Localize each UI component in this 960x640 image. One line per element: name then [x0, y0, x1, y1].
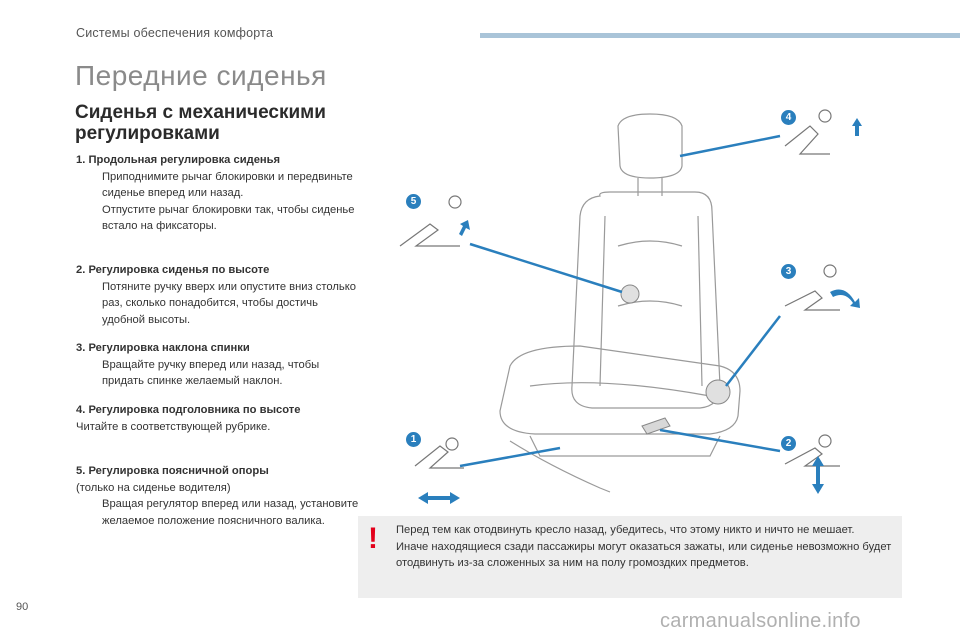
badge-4: 4: [781, 110, 796, 125]
item-backrest: [76, 340, 361, 390]
badge-3: 3: [781, 264, 796, 279]
bullet: [76, 357, 361, 390]
inset-3-head: [824, 265, 836, 277]
badge-2: 2: [781, 436, 796, 451]
callout-line-4: [680, 136, 780, 156]
badge-5: 5: [406, 194, 421, 209]
callout-line-5: [470, 244, 622, 292]
item-lumbar: [76, 463, 361, 529]
arrow-5-lumbar: [459, 220, 470, 236]
inset-5-head: [449, 196, 461, 208]
inset-2-seat: [785, 448, 840, 466]
item-text: (только на сиденье водителя): [76, 481, 231, 494]
inset-5-seat: [400, 224, 460, 246]
seat-illustration: [360, 96, 880, 506]
watermark: carmanualsonline.info: [660, 610, 861, 632]
badge-1: 1: [406, 432, 421, 447]
inset-4-seat: [785, 126, 830, 154]
bullet-text: Приподнимите рычаг блокировки и передвиньте сиденье вперед или назад.: [102, 170, 353, 199]
bullet: [76, 279, 361, 329]
item-headrest: [76, 402, 361, 435]
item-title: 5. Регулировка поясничной опоры: [76, 465, 269, 477]
callout-line-1: [460, 448, 560, 466]
warning-box: [358, 516, 902, 598]
item-title: 3. Регулировка наклона спинки: [76, 342, 250, 354]
callout-line-2: [660, 430, 780, 451]
item-title: 1. Продольная регулировка сиденья: [76, 154, 281, 166]
callout-line-3: [726, 316, 780, 386]
headrest-outline: [618, 114, 682, 178]
inset-2-head: [819, 435, 831, 447]
warning-line-2: Иначе находящиеся сзади пассажиры могут оказаться зажаты, или сиденье невозможно будет отодвинуть из-за сложенных за ним на полу громоздких предметов.: [396, 540, 892, 569]
header-accent-bar: [480, 33, 960, 38]
cushion-seam: [530, 383, 710, 396]
inset-4-head: [819, 110, 831, 122]
page-title: Передние сиденья: [75, 60, 327, 91]
bullet: [76, 202, 361, 235]
item-title: 2. Регулировка сиденья по высоте: [76, 264, 270, 276]
item-title: 4. Регулировка подголовника по высоте: [76, 404, 301, 416]
seat-base: [530, 436, 720, 456]
item-longitudinal: [76, 152, 361, 235]
bullet-text: Отпустите рычаг блокировки так, чтобы сиденье встало на фиксаторы.: [102, 203, 355, 232]
warning-text: [396, 522, 896, 572]
arrow-1-horizontal: [418, 492, 460, 504]
bullet: [76, 496, 361, 529]
bullet-text: Потяните ручку вверх или опустите вниз столько раз, сколько понадобится, чтобы достичь удобной высоты.: [102, 280, 356, 326]
arrow-2-vertical: [812, 456, 824, 494]
bullet-text: Вращайте ручку вперед или назад, чтобы придать спинке желаемый наклон.: [102, 358, 320, 387]
bullet-text: Вращая регулятор вперед или назад, установите желаемое положение поясничного валика.: [102, 498, 359, 527]
arrow-4-vertical: [852, 118, 862, 136]
page-number: 90: [16, 601, 29, 613]
inset-1-seat: [415, 446, 464, 468]
arrow-3-rotate: [830, 290, 860, 308]
item-text: Читайте в соответствующей рубрике.: [76, 420, 271, 433]
exclamation-icon: !: [368, 522, 378, 555]
warning-line-1: Перед тем как отодвинуть кресло назад, убедитесь, что этому никто и ничто не мешает.: [396, 524, 855, 536]
item-height: [76, 262, 361, 328]
header-section-label: Системы обеспечения комфорта: [76, 26, 274, 40]
inset-1-head: [446, 438, 458, 450]
bullet: [76, 169, 361, 202]
section-title: Сиденья с механическими регулировками: [75, 102, 326, 144]
cushion-outline: [500, 346, 740, 434]
lumbar-knob: [621, 285, 639, 303]
headrest-post: [638, 178, 662, 196]
